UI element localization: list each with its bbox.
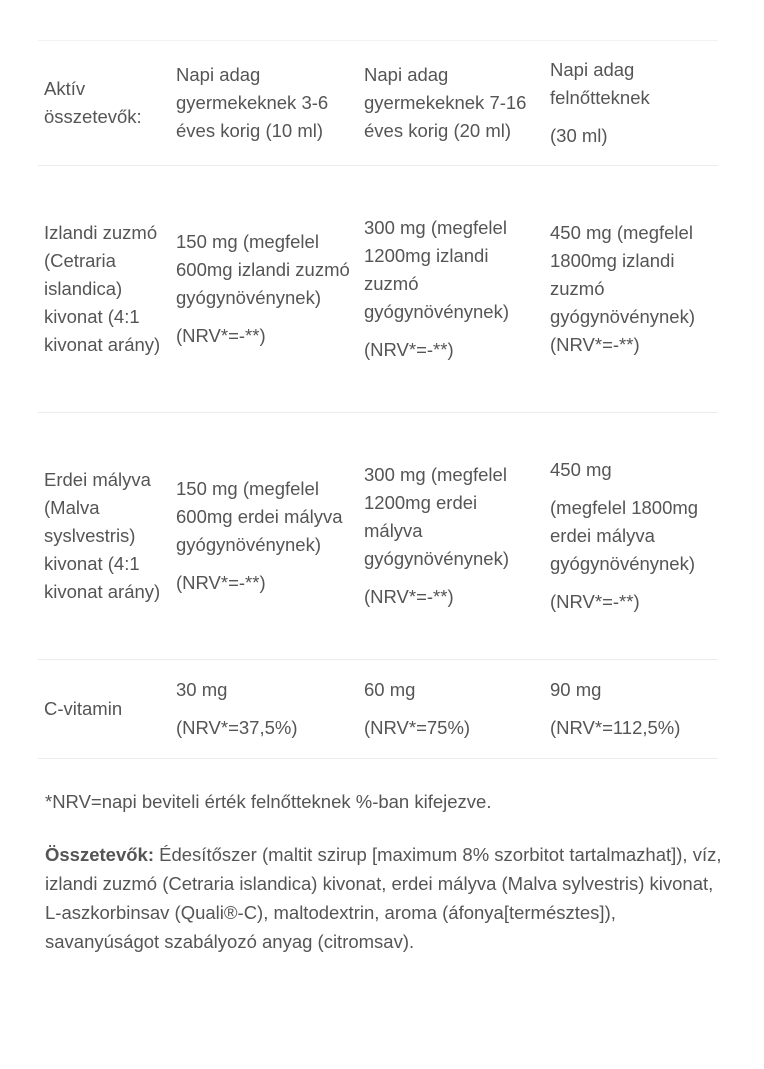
dose-nrv: (NRV*=-**)	[364, 586, 454, 607]
nrv-footnote: *NRV=napi beviteli érték felnőtteknek %-ban kifejezve.	[45, 791, 492, 812]
ingredient-name: C-vitamin	[38, 660, 170, 759]
dose-amount: 90 mg	[550, 679, 602, 700]
dose-nrv: (NRV*=-**)	[176, 325, 266, 346]
ingredients-text: Édesítőszer (maltit szirup [maximum 8% szorbitot tartalmazhat]), víz, izlandi zuzmó (Cetraria islandica) kivonat, erdei mályva (Malva sylvestris) kivonat, L-aszkorbinsav (Quali®-C), maltodextrin, aroma (áfonya[természtes]), savanyúságot szabályozó anyag (citromsav).	[45, 844, 722, 952]
dose-nrv: (NRV*=-**)	[176, 572, 266, 593]
dose-nrv: (NRV*=75%)	[364, 717, 471, 738]
dose-amount: 60 mg	[364, 679, 416, 700]
dose-nrv: (NRV*=112,5%)	[550, 717, 681, 738]
header-adults-volume: (30 ml)	[550, 125, 608, 146]
dose-nrv: (NRV*=-**)	[550, 334, 640, 355]
ingredient-name: Izlandi zuzmó (Cetraria islandica) kivonat (4:1 kivonat arány)	[38, 166, 170, 413]
dose-cell	[170, 166, 358, 413]
ingredients-label: Összetevők:	[45, 844, 154, 865]
dose-cell	[170, 413, 358, 660]
dose-cell	[358, 413, 544, 660]
dose-amount: 450 mg	[550, 459, 612, 480]
ingredient-name: Erdei mályva (Malva syslvestris) kivonat (4:1 kivonat arány)	[38, 413, 170, 660]
nutrition-table	[38, 40, 718, 759]
dose-amount: 30 mg	[176, 679, 228, 700]
dose-amount: 300 mg (megfelel 1200mg erdei mályva gyógynövénynek)	[364, 464, 510, 569]
table-header-row	[38, 41, 718, 166]
dose-cell	[170, 660, 358, 759]
table-row	[38, 166, 718, 413]
dose-amount: 150 mg (megfelel 600mg erdei mályva gyógynövénynek)	[176, 478, 343, 555]
header-children-3-6: Napi adag gyermekeknek 3-6 éves korig (10 ml)	[170, 41, 358, 166]
dose-nrv: (NRV*=-**)	[550, 591, 640, 612]
dose-nrv: (NRV*=37,5%)	[176, 717, 298, 738]
header-label: Aktív összetevők:	[38, 41, 170, 166]
ingredients-paragraph	[45, 840, 725, 956]
dose-nrv: (NRV*=-**)	[364, 339, 454, 360]
dose-cell	[358, 660, 544, 759]
header-adults	[544, 41, 718, 166]
dose-cell	[358, 166, 544, 413]
dose-cell	[544, 166, 718, 413]
dose-cell	[544, 413, 718, 660]
dose-amount: 150 mg (megfelel 600mg izlandi zuzmó gyógynövénynek)	[176, 231, 350, 308]
dose-amount: 300 mg (megfelel 1200mg izlandi zuzmó gyógynövénynek)	[364, 217, 510, 322]
header-children-7-16: Napi adag gyermekeknek 7-16 éves korig (20 ml)	[358, 41, 544, 166]
table-row	[38, 660, 718, 759]
table-row	[38, 413, 718, 660]
dose-equivalent: (megfelel 1800mg erdei mályva gyógynövénynek)	[550, 497, 699, 574]
header-adults-title: Napi adag felnőtteknek	[550, 59, 650, 108]
dose-cell	[544, 660, 718, 759]
dose-amount: 450 mg (megfelel 1800mg izlandi zuzmó gyógynövénynek)	[550, 222, 696, 327]
